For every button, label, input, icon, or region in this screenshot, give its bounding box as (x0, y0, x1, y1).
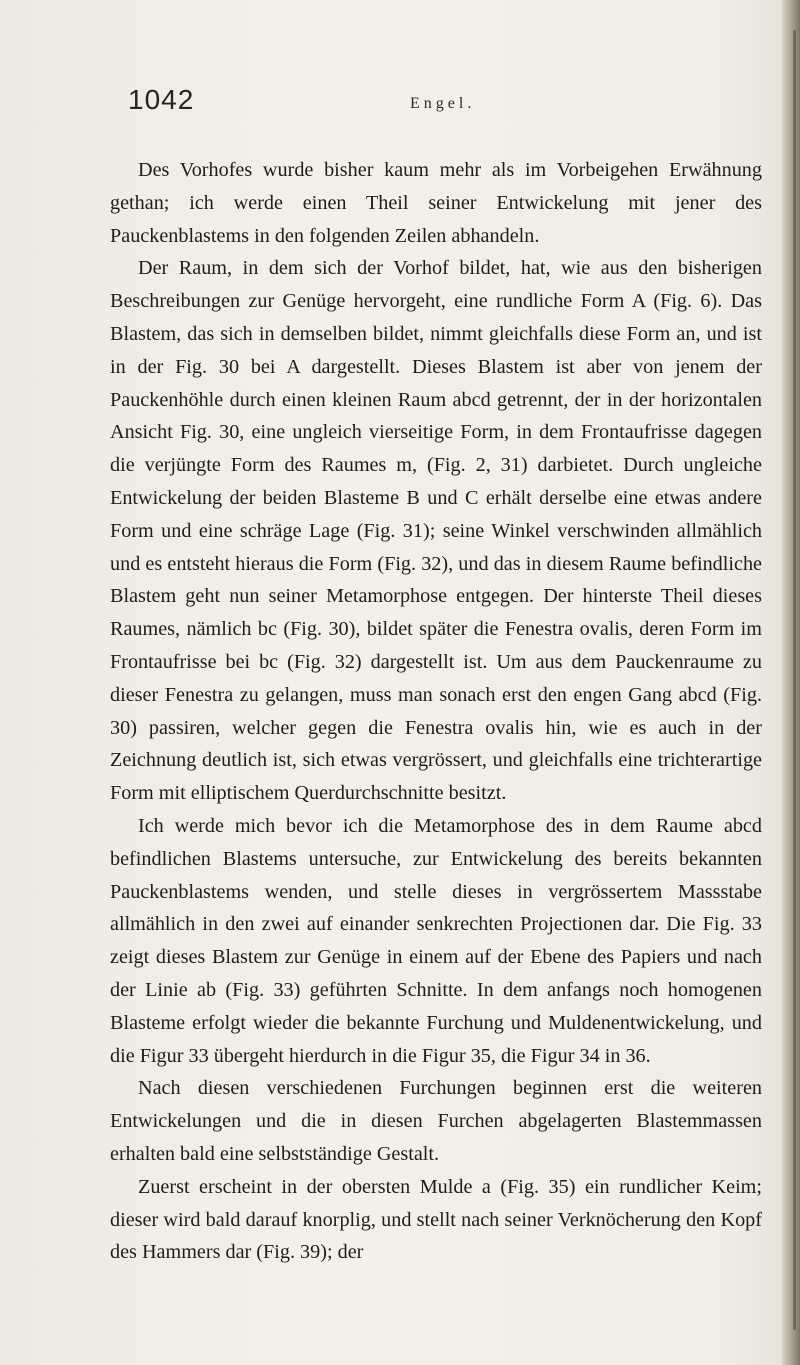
running-head: Engel. (410, 95, 476, 112)
page-edge-line (793, 30, 796, 1330)
paragraph-4: Nach diesen verschiedenen Furchungen beginnen erst die weiteren Entwickelungen und die in diesen Furchen abgelagerten Blastemmassen erhalten bald eine selbstständige Gestalt. (110, 1077, 762, 1165)
page-header (128, 84, 668, 124)
paragraph-5: Zuerst erscheint in der obersten Mulde a (Fig. 35) ein rundlicher Keim; dieser wird bald darauf knorplig, und stellt nach seiner Verknöcherung den Kopf des Hammers dar (Fig. 39); der (110, 1175, 762, 1264)
page-number: 1042 (128, 84, 195, 115)
paragraph-3: Ich werde mich bevor ich die Metamorphose des in dem Raume abcd befindlichen Blastems untersuche, zur Entwickelung des bereits bekannten Pauckenblastems wenden, und stelle dieses in vergrössertem Massstabe allmählich in den zwei auf einander senkrechten Projectionen dar. Die Fig. 33 zeigt dieses Blastem zur Genüge in einem auf der Ebene des Papiers und nach der Linie ab (Fig. 33) geführten Schnitte. In dem anfangs noch homogenen Blasteme erfolgt wieder die bekannte Furchung und Muldenentwickelung, und die Figur 33 übergeht hierdurch in die Figur 35, die Figur 34 in 36. (110, 814, 762, 1067)
paragraph-1: Des Vorhofes wurde bisher kaum mehr als im Vorbeigehen Erwähnung gethan; ich werde einen Theil seiner Entwickelung mit jener des Pauckenblastems in den folgenden Zeilen abhandeln. (110, 159, 762, 247)
body-text (110, 154, 762, 1269)
page-edge-shadow (782, 0, 800, 1365)
paragraph-2: Der Raum, in dem sich der Vorhof bildet, hat, wie aus den bisherigen Beschreibungen zur Genüge hervorgeht, eine rundliche Form A (Fig. 6). Das Blastem, das sich in demselben bildet, nimmt gleichfalls diese Form an, und ist in der Fig. 30 bei A dargestellt. Dieses Blastem ist aber von jenem der Pauckenhöhle durch einen kleinen Raum abcd getrennt, der in der horizontalen Ansicht Fig. 30, eine ungleich vierseitige Form, in dem Frontaufrisse dagegen die verjüngte Form des Raumes m, (Fig. 2, 31) darbietet. Durch ungleiche Entwickelung der beiden Blasteme B und C erhält derselbe eine etwas andere Form und eine schräge Lage (Fig. 31); seine Winkel verschwinden allmählich und es entsteht hieraus die Form (Fig. 32), und das in diesem Raume befindliche Blastem geht nun seiner Metamorphose entgegen. Der hinterste Theil dieses Raumes, nämlich bc (Fig. 30), bildet später die Fenestra ovalis, deren Form im Frontaufrisse bei bc (Fig. 32) dargestellt ist. Um aus dem Pauckenraume zu dieser Fenestra zu gelangen, muss man sonach erst den engen Gang abcd (Fig. 30) passiren, welcher gegen die Fenestra ovalis hin, wie es auch in der Zeichnung deutlich ist, sich etwas vergrössert, und gleichfalls eine trichterartige Form mit elliptischem Querdurchschnitte besitzt. (110, 257, 762, 805)
